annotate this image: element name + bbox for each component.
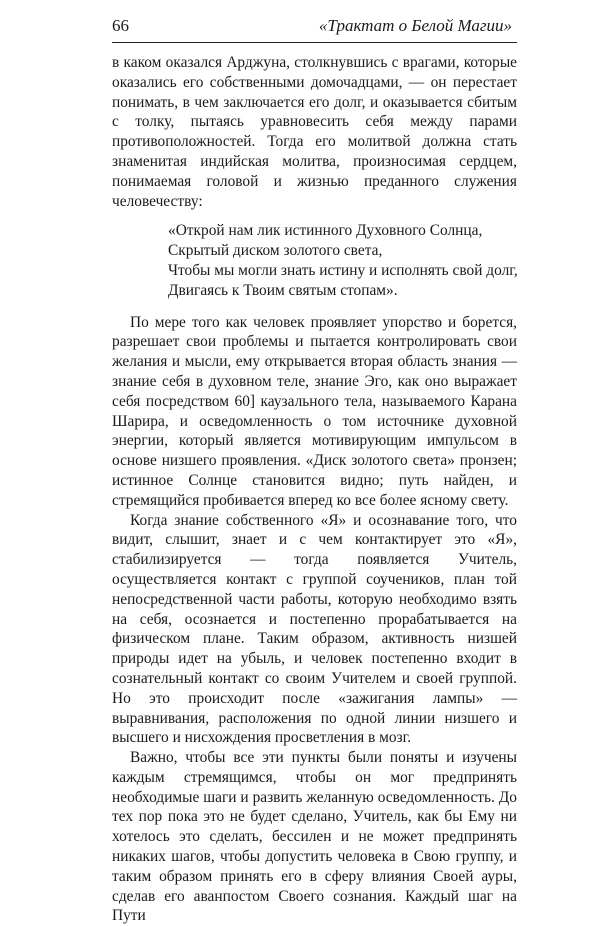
page-number: 66	[112, 16, 129, 35]
prayer-line: Чтобы мы могли знать истину и исполнять свой долг,	[168, 261, 518, 279]
body-text	[112, 53, 517, 926]
prayer-line: Скрытый диском золотого света,	[168, 242, 383, 260]
page-header	[112, 14, 512, 38]
header-rule	[112, 42, 517, 43]
running-title: «Трактат о Белой Магии»	[318, 16, 512, 35]
paragraph: По мере того как человек проявляет упорство и борется, разрешает свои проблемы и пытается контролировать свои желания и мысли, ему открывается вторая область знания — знание себя в духовном теле, знание Эго, как оно выражает себя посредством 60] каузального тела, называемого Карана Шарира, и осведомленность о том источнике духовной энергии, который является мотивирующим импульсом в основе низшего проявления. «Диск золотого света» пронзен; истинное Солнце становится видно; путь найден, и стремящийся пробивается вперед ко все более ясному свету.	[112, 313, 517, 509]
paragraph-continued: в каком оказался Арджуна, столкнувшись с врагами, которые оказались его собственными домочадцами, — он перестает понимать, в чем заключается его долг, и оказывается сбитым с толку, пытаясь уравновесить себя между парами противоположностей. Тогда его молитвой должна стать знаменитая индийская молитва, произносимая сердцем, понимаемая головой и жизнью преданного служения человечеству:	[112, 54, 517, 210]
paragraph: Важно, чтобы все эти пункты были поняты и изучены каждым стремящимся, чтобы он мог предпринять необходимые шаги и развить желанную осведомленность. До тех пор пока это не будет сделано, Учитель, как бы Ему ни хотелось это сделать, бессилен и не может предпринять никаких шагов, чтобы допустить человека в Свою группу, и таким образом принять его в сферу влияния Своей ауры, сделав его аванпостом Своего сознания. Каждый шаг на Пути	[112, 749, 517, 925]
paragraph: Когда знание собственного «Я» и осознавание того, что видит, слышит, знает и с чем контактирует это «Я», стабилизируется — тогда появляется Учитель, осуществляется контакт с группой соучеников, план той непосредственной части работы, которую необходимо взять на себя, осознается и постепенно прорабатывается на физическом плане. Таким образом, активность низшей природы идет на убыль, и человек постепенно входит в сознательный контакт со своим Учителем и своей группой. Но это происходит после «зажигания лампы» — выравнивания, расположения по одной линии низшего и высшего и нисхождения просветления в мозг.	[112, 511, 517, 747]
prayer-line: «Открой нам лик истинного Духовного Солнца,	[168, 222, 483, 240]
prayer-line: Двигаясь к Твоим святым стопам».	[168, 281, 398, 299]
prayer-quote	[168, 221, 517, 300]
